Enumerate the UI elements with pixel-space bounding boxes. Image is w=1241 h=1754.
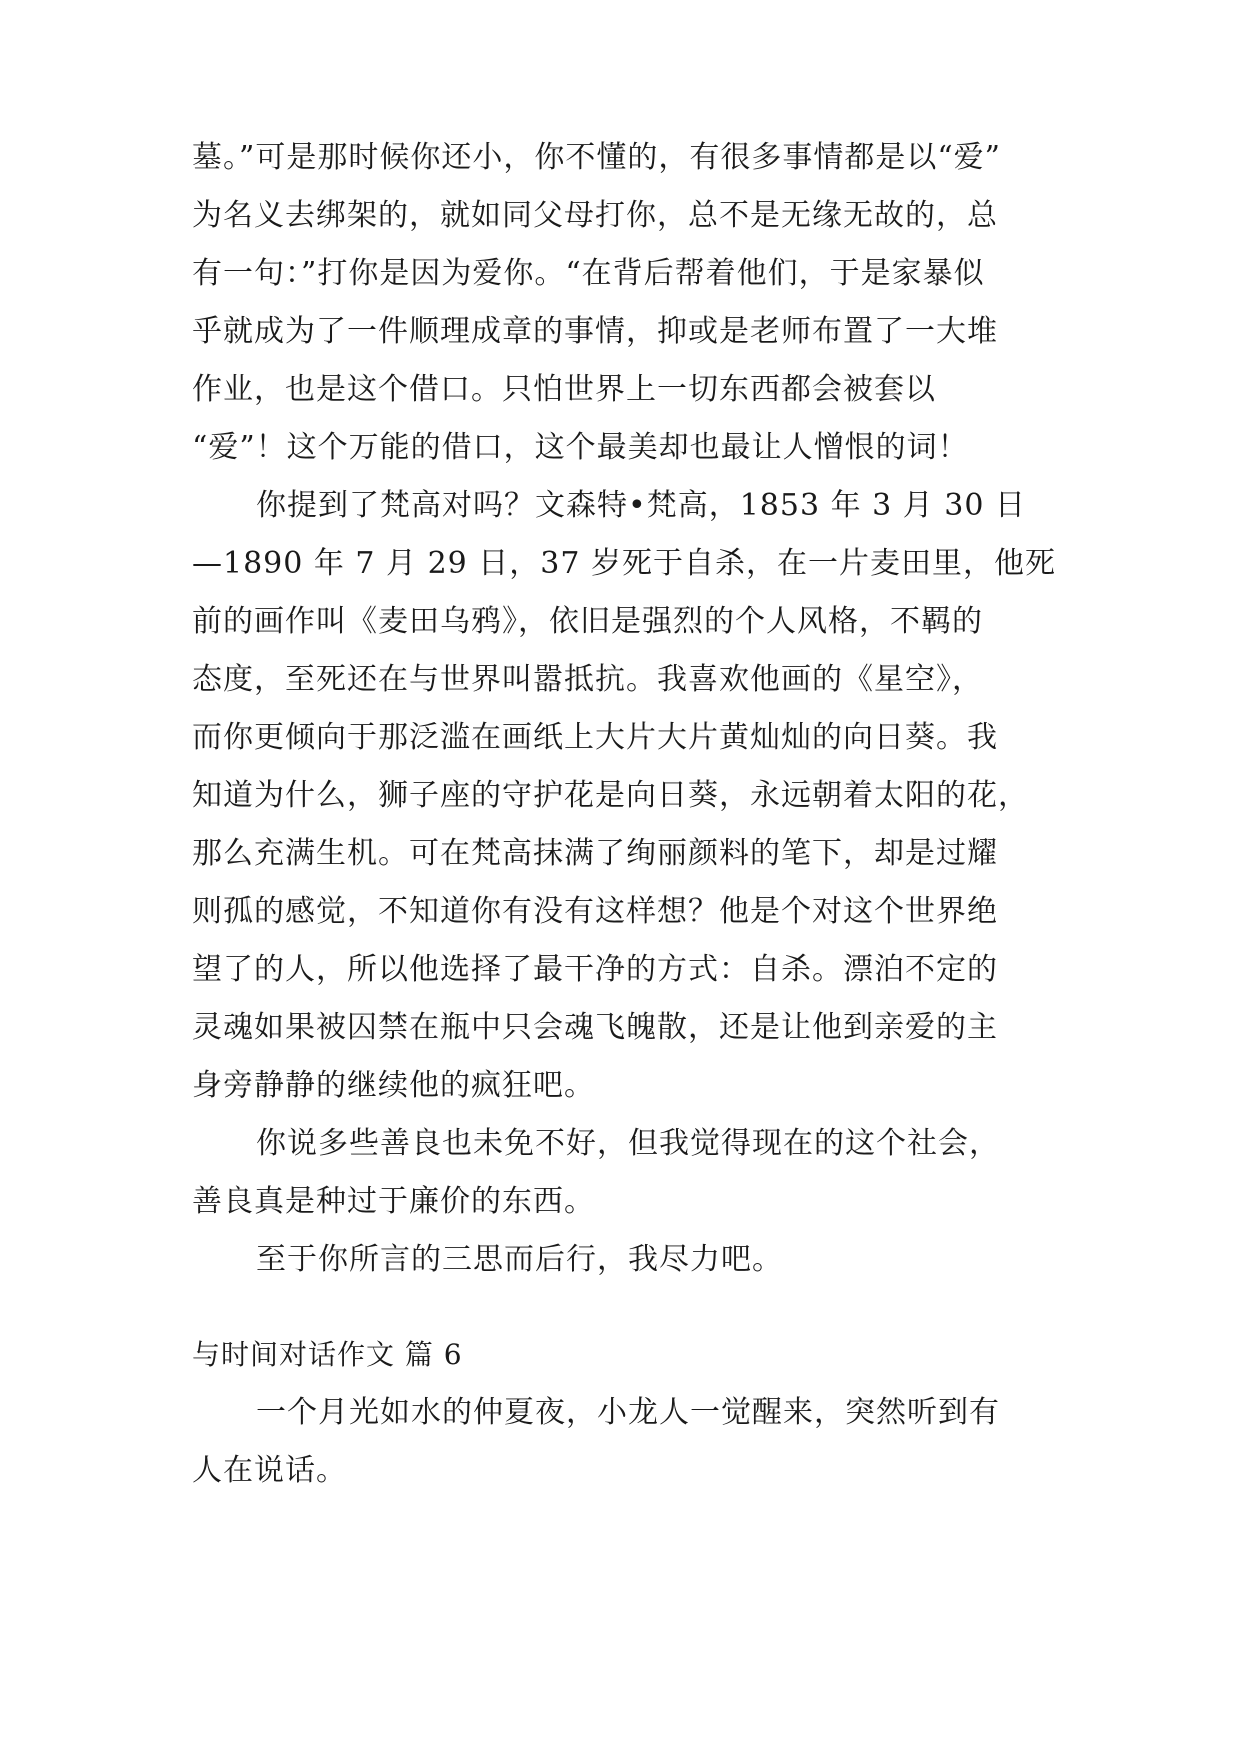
section-heading: 与时间对话作文 篇 6 <box>192 1338 463 1371</box>
text-line: 人在说话。 <box>192 1453 347 1488</box>
text-line: 态度，至死还在与世界叫嚣抵抗。我喜欢他画的《星空》， <box>192 662 983 697</box>
text-line: 望了的人，所以他选择了最干净的方式：自杀。漂泊不定的 <box>192 952 998 987</box>
text-line: 你说多些善良也未免不好，但我觉得现在的这个社会， <box>256 1126 1000 1161</box>
text-line: 灵魂如果被囚禁在瓶中只会魂飞魄散，还是让他到亲爱的主 <box>192 1010 998 1045</box>
text-line: 知道为什么，狮子座的守护花是向日葵，永远朝着太阳的花， <box>192 778 1029 813</box>
text-line: 那么充满生机。可在梵高抹满了绚丽颜料的笔下，却是过耀 <box>192 836 998 871</box>
text-line: 为名义去绑架的，就如同父母打你，总不是无缘无故的，总 <box>192 198 998 233</box>
text-line: “爱”！这个万能的借口，这个最美却也最让人憎恨的词！ <box>192 430 969 465</box>
text-line: 作业，也是这个借口。只怕世界上一切东西都会被套以 <box>192 372 936 407</box>
text-line: 一个月光如水的仲夏夜，小龙人一觉醒来，突然听到有 <box>256 1395 1000 1430</box>
text-line: 至于你所言的三思而后行，我尽力吧。 <box>256 1242 783 1277</box>
text-line: 前的画作叫《麦田乌鸦》，依旧是强烈的个人风格，不羁的 <box>192 604 983 639</box>
text-line: 身旁静静的继续他的疯狂吧。 <box>192 1068 595 1103</box>
text-line: 乎就成为了一件顺理成章的事情，抑或是老师布置了一大堆 <box>192 314 998 349</box>
text-line: 善良真是种过于廉价的东西。 <box>192 1184 595 1219</box>
text-line: 则孤的感觉，不知道你有没有这样想？他是个对这个世界绝 <box>192 894 998 929</box>
text-line: 而你更倾向于那泛滥在画纸上大片大片黄灿灿的向日葵。我 <box>192 720 998 755</box>
text-line: 墓。”可是那时候你还小，你不懂的，有很多事情都是以“爱” <box>192 140 1002 175</box>
text-line: 你提到了梵高对吗？文森特•梵高，1853 年 3 月 30 日 <box>256 488 1026 523</box>
text-line: 有一句：”打你是因为爱你。“在背后帮着他们，于是家暴似 <box>192 256 985 291</box>
text-line: —1890 年 7 月 29 日，37 岁死于自杀，在一片麦田里，他死 <box>192 546 1056 581</box>
